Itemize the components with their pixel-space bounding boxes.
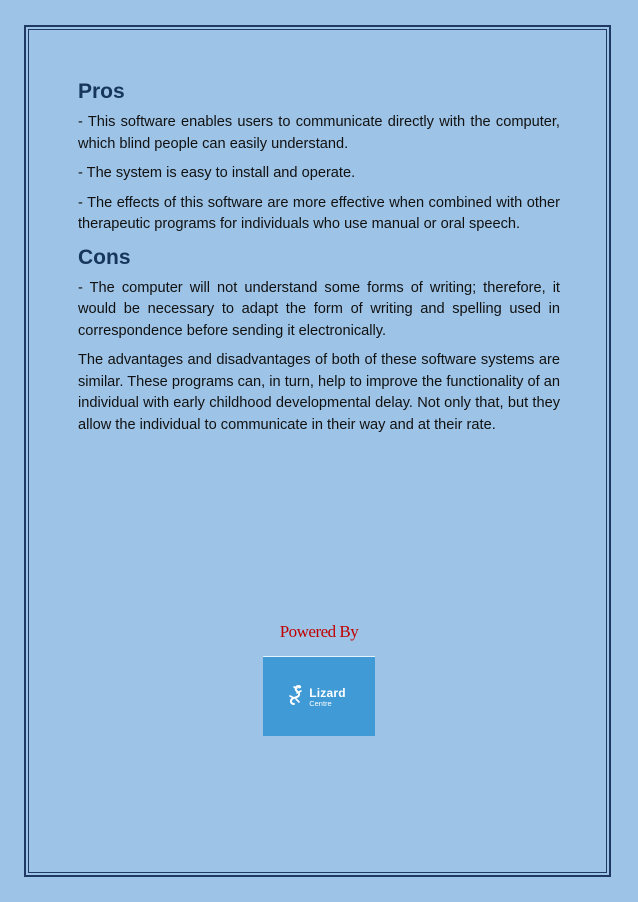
pros-paragraph: - The system is easy to install and operate. bbox=[78, 165, 356, 181]
logo-text bbox=[309, 687, 346, 708]
pros-heading: Pros bbox=[78, 80, 125, 103]
logo-name: Lizard bbox=[309, 686, 346, 701]
cons-heading: Cons bbox=[78, 245, 131, 269]
pros-paragraph: - This software enables users to communicate directly with the computer, which blind people can easily understand. bbox=[78, 114, 560, 152]
summary-paragraph: The advantages and disadvantages of both of these software systems are similar. These programs can, in turn, help to improve the functionality of an individual with early childhood developmental delay. Not only that, but they allow the individual to communicate in their way and at their rate. bbox=[78, 352, 560, 433]
cons-paragraph: - The computer will not understand some forms of writing; therefore, it would be necessary to adapt the form of writing and spelling used in correspondence before sending it electronically. bbox=[78, 279, 560, 339]
logo-subtitle: Centre bbox=[309, 699, 332, 709]
document-body bbox=[78, 78, 560, 444]
pros-paragraph: - The effects of this software are more effective when combined with other therapeutic programs for individuals who use manual or oral speech. bbox=[78, 194, 560, 232]
lizard-centre-logo bbox=[263, 656, 375, 736]
logo-content bbox=[286, 684, 346, 711]
powered-by-label: Powered By bbox=[279, 622, 359, 641]
lizard-icon bbox=[286, 684, 306, 711]
